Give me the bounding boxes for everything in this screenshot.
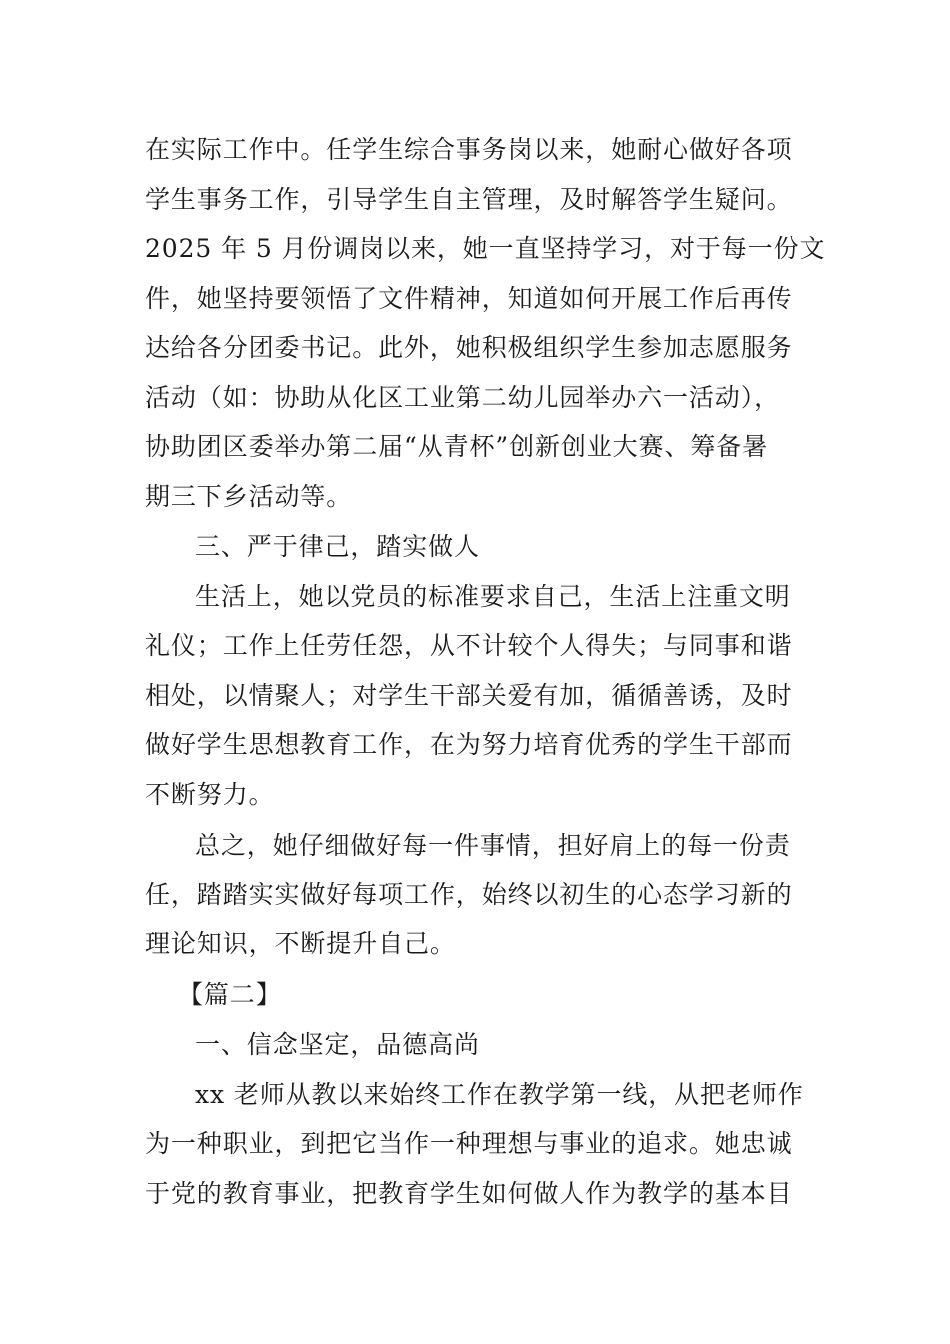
text-line: 协助团区委举办第二届“从青杯”创新创业大赛、筹备暑 bbox=[145, 432, 769, 461]
text-line: 学生事务工作，引导学生自主管理，及时解答学生疑问。 bbox=[145, 185, 793, 214]
text-line: 礼仪；工作上任劳任怨，从不计较个人得失；与同事和谐 bbox=[145, 631, 793, 660]
text-line: 做好学生思想教育工作，在为努力培育优秀的学生干部而 bbox=[145, 730, 793, 759]
text-line: 理论知识，不断提升自己。 bbox=[145, 929, 456, 958]
text-line: 不断努力。 bbox=[145, 780, 275, 809]
text-line: 2025 年 5 月份调岗以来，她一直坚持学习，对于每一份文 bbox=[145, 234, 826, 263]
text-line: 任，踏踏实实做好每项工作，始终以初生的心态学习新的 bbox=[145, 880, 793, 909]
text-line: 活动（如：协助从化区工业第二幼儿园举办六一活动）， bbox=[145, 383, 781, 412]
text-line: 为一种职业，到把它当作一种理想与事业的追求。她忠诚 bbox=[145, 1129, 793, 1158]
section-heading: 三、严于律己，踏实做人 bbox=[195, 532, 480, 561]
part-heading: 【篇二】 bbox=[178, 980, 282, 1009]
text-line: 总之，她仔细做好每一件事情，担好肩上的每一份责 bbox=[195, 831, 791, 860]
text-line: 于党的教育事业，把教育学生如何做人作为教学的基本目 bbox=[145, 1179, 793, 1208]
text-line: 生活上，她以党员的标准要求自己，生活上注重文明 bbox=[195, 582, 791, 611]
text-line: 期三下乡活动等。 bbox=[145, 482, 353, 511]
text-line: 件，她坚持要领悟了文件精神，知道如何开展工作后再传 bbox=[145, 284, 793, 313]
text-line: 达给各分团委书记。此外，她积极组织学生参加志愿服务 bbox=[145, 333, 793, 362]
text-line: 相处，以情聚人；对学生干部关爱有加，循循善诱，及时 bbox=[145, 681, 793, 710]
text-line: 在实际工作中。任学生综合事务岗以来，她耐心做好各项 bbox=[145, 135, 793, 164]
text-line: xx 老师从教以来始终工作在教学第一线，从把老师作 bbox=[195, 1080, 804, 1109]
section-heading: 一、信念坚定，品德高尚 bbox=[195, 1030, 480, 1059]
